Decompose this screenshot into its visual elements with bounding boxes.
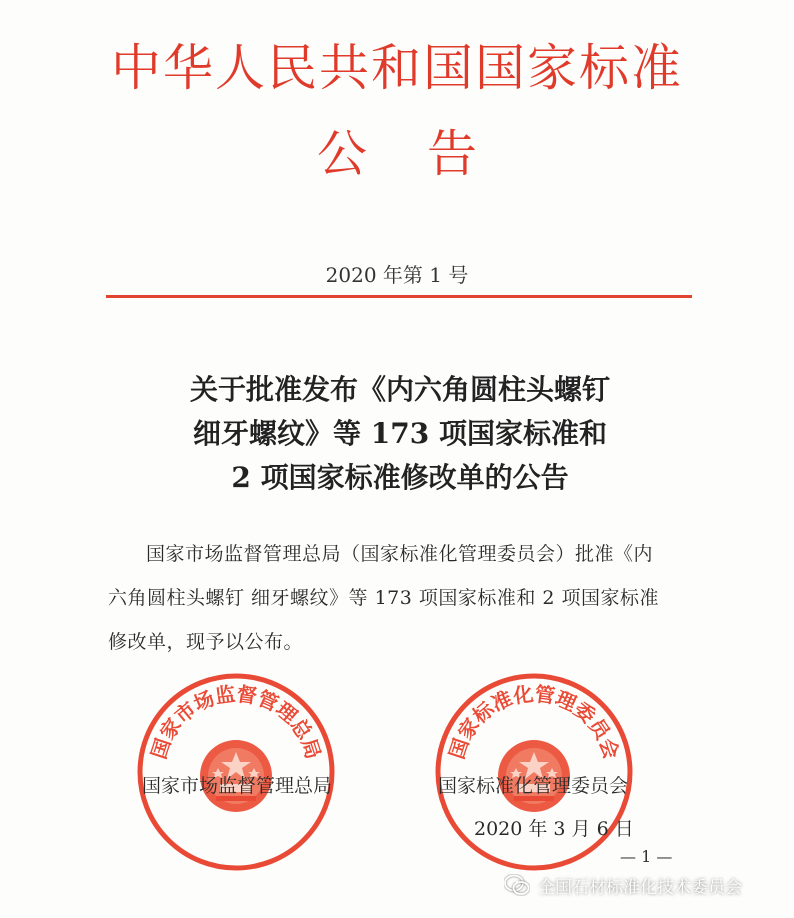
title-line-1: 关于批准发布《内六角圆柱头螺钉 [189, 373, 610, 406]
left-official-seal [136, 672, 336, 872]
signature-right: 国家标准化管理委员会 [438, 775, 629, 797]
watermark [504, 870, 742, 900]
title-line-2: 细牙螺纹》等 173 项国家标准和 [193, 417, 607, 450]
wechat-icon [504, 874, 530, 896]
watermark-text: 全国石材标准化技术委员会 [538, 877, 742, 898]
issue-date: 2020 年 3 月 6 日 [474, 818, 634, 840]
right-seal-text: 国家标准化管理委员会 [444, 681, 624, 762]
document-title [100, 368, 700, 500]
title-line-3: 2 项国家标准修改单的公告 [231, 461, 569, 494]
header-announcement-type: 公告 [317, 125, 537, 183]
header-org-title: 中华人民共和国国家标准 [111, 39, 683, 97]
right-official-seal [434, 672, 634, 872]
left-seal-text: 国家市场监督管理总局 [146, 681, 326, 762]
page-number: — 1 — [620, 847, 673, 866]
signature-left: 国家市场监督管理总局 [142, 775, 333, 797]
document-number: 2020 年第 1 号 [325, 263, 469, 287]
announcement-body: 国家市场监督管理总局（国家标准化管理委员会）批准《内六角圆柱头螺钉 细牙螺纹》等 173 项国家标准和 2 项国家标准修改单，现予以公布。 [108, 543, 660, 653]
red-divider [106, 295, 692, 298]
